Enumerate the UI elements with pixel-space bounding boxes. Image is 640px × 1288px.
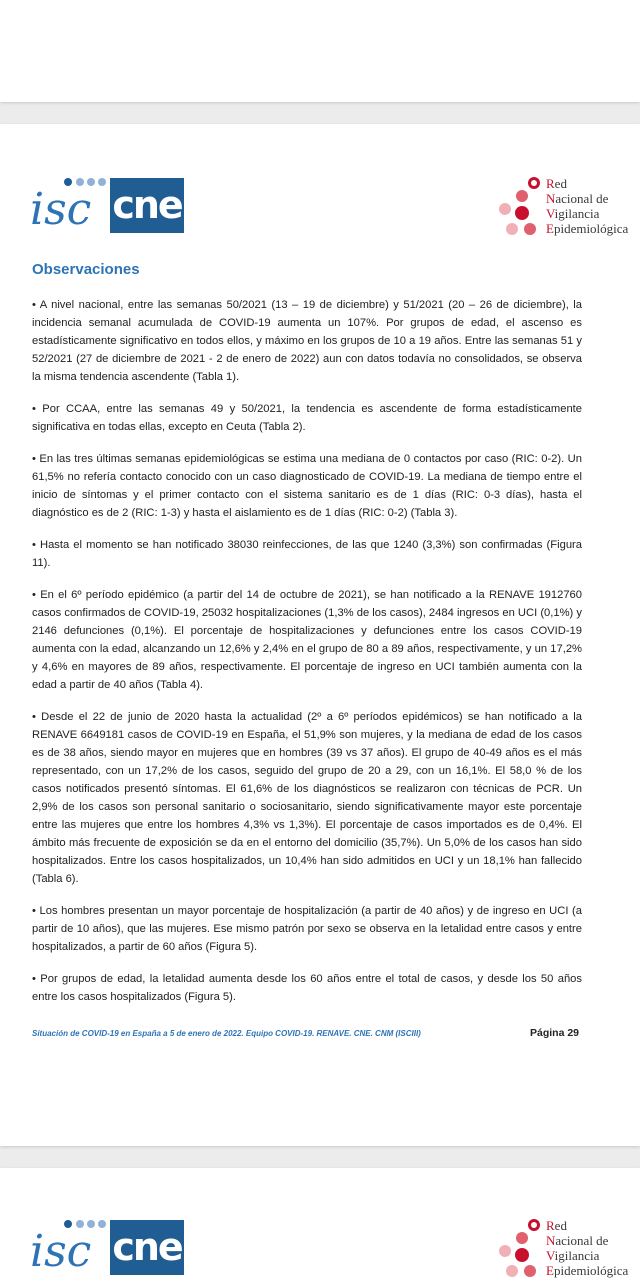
paragraph-reinfections: • Hasta el momento se han notificado 38030 reinfecciones, de las que 1240 (3,3%) son confirmadas (Figura 11). <box>32 539 582 569</box>
paragraph-sex-differences: • Los hombres presentan un mayor porcentaje de hospitalización (a partir de 40 años) y de ingreso en UCI (a partir de 10 años), que las mujeres. Ese mismo patrón por sexo se observa en la letalidad entre casos y entre hospitalizados, a partir de 60 años (Figura 5). <box>32 905 582 953</box>
observations-body <box>32 296 582 1020</box>
next-page-fragment <box>0 1168 640 1288</box>
isciii-logo-icon <box>30 1218 114 1274</box>
renave-logo <box>492 1218 640 1282</box>
cne-logo: cne <box>110 1220 184 1275</box>
renave-dots-icon <box>492 1218 546 1282</box>
svg-text:isc: isc <box>30 1226 92 1274</box>
section-title: Observaciones <box>32 261 140 278</box>
renave-name: Red Nacional de Vigilancia Epidemiológica <box>546 176 629 236</box>
paragraph-sixth-period: • En el 6º período epidémico (a partir del 14 de octubre de 2021), se han notificado a la RENAVE 1912760 casos confirmados de COVID-19, 25032 hospitalizaciones (1,3% de los casos), 2484 ingresos en UCI (0,1%) y 2146 defunciones (0,1%). El porcentaje de hospitalizaciones y defunciones entre los casos COVID-19 aumenta con la edad, alcanzando un 12,6% y 2,4% en el grupo de 80 a 89 años, respectivamente, y un 17,2% y 4,6% en mayores de 89 años, respectivamente. El porcentaje de ingreso en UCI también aumenta con la edad a partir de 40 años (Tabla 4). <box>32 589 582 691</box>
page-number: Página 29 <box>530 1027 580 1039</box>
paragraph-national-incidence: • A nivel nacional, entre las semanas 50/2021 (13 – 19 de diciembre) y 51/2021 (20 – 26 de diciembre), la incidencia semanal acumulada de COVID-19 aumenta un 107%. Por grupos de edad, el ascenso es estadísticamente significativo en todos ellos, y máximo en los grupos de 10 a 19 años. Entre las semanas 51 y 52/2021 (27 de diciembre de 2021 - 2 de enero de 2022) aun con datos todavía no consolidados, se observa la misma tendencia ascendente (Tabla 1). <box>32 299 582 383</box>
paragraph-ccaa-trend: • Por CCAA, entre las semanas 49 y 50/2021, la tendencia es ascendente de forma estadísticamente significativa en todas ellas, excepto en Ceuta (Tabla 2). <box>32 403 582 433</box>
renave-dots-icon <box>492 176 546 240</box>
paragraph-contacts: • En las tres últimas semanas epidemiológicas se estima una mediana de 0 contactos por caso (RIC: 0-2). Un 61,5% no refería contacto conocido con un caso diagnosticado de COVID-19. La mediana de tiempo entre el inicio de síntomas y el primer contacto con el sistema sanitario es de 1 días (RIC: 0-3 días), hasta el diagnóstico es de 2 (RIC: 1-3) y hasta el aislamiento es de 1 días (RIC: 0-2) (Tabla 3). <box>32 453 582 519</box>
isciii-logo-icon <box>30 176 114 232</box>
previous-page-fragment <box>0 0 640 102</box>
renave-name: Red Nacional de Vigilancia Epidemiológica <box>546 1218 629 1278</box>
renave-logo <box>492 176 640 240</box>
svg-text:isc: isc <box>30 184 92 232</box>
cne-logo: cne <box>110 178 184 233</box>
paragraph-age-lethality: • Por grupos de edad, la letalidad aumenta desde los 60 años entre el total de casos, y desde los 50 años entre los casos hospitalizados (Figura 5). <box>32 973 582 1003</box>
document-page <box>0 124 640 1146</box>
paragraph-since-june-2020: • Desde el 22 de junio de 2020 hasta la actualidad (2º a 6º períodos epidémicos) se han notificado a la RENAVE 6649181 casos de COVID-19 en España, el 51,9% son mujeres, y la mediana de edad de los casos es de 38 años, siendo mayor en mujeres que en hombres (39 vs 37 años). El grupo de 40-49 años es el más representado, con un 17,2% de los casos, seguido del grupo de 20 a 29, con un 16,1%. El 58,0 % de los casos notificados presentó síntomas. El 61,6% de los diagnósticos se realizaron con técnicas de PCR. Un 2,9% de los casos son personal sanitario o sociosanitario, siendo significativamente mayor este porcentaje entre las mujeres que entre los hombres 4,3% vs 1,3%). El porcentaje de casos importados es de 0,4%. El ámbito más frecuente de exposición se da en el entorno del domicilio (35,7%). Un 5,0% de los casos han sido hospitalizados. Entre los casos hospitalizados, un 10,4% han sido admitidos en UCI y un 18,1% han fallecido (Tabla 6). <box>32 711 582 885</box>
footer-citation: Situación de COVID-19 en España a 5 de enero de 2022. Equipo COVID-19. RENAVE. CNE. CNM (ISCIII) <box>32 1029 421 1038</box>
